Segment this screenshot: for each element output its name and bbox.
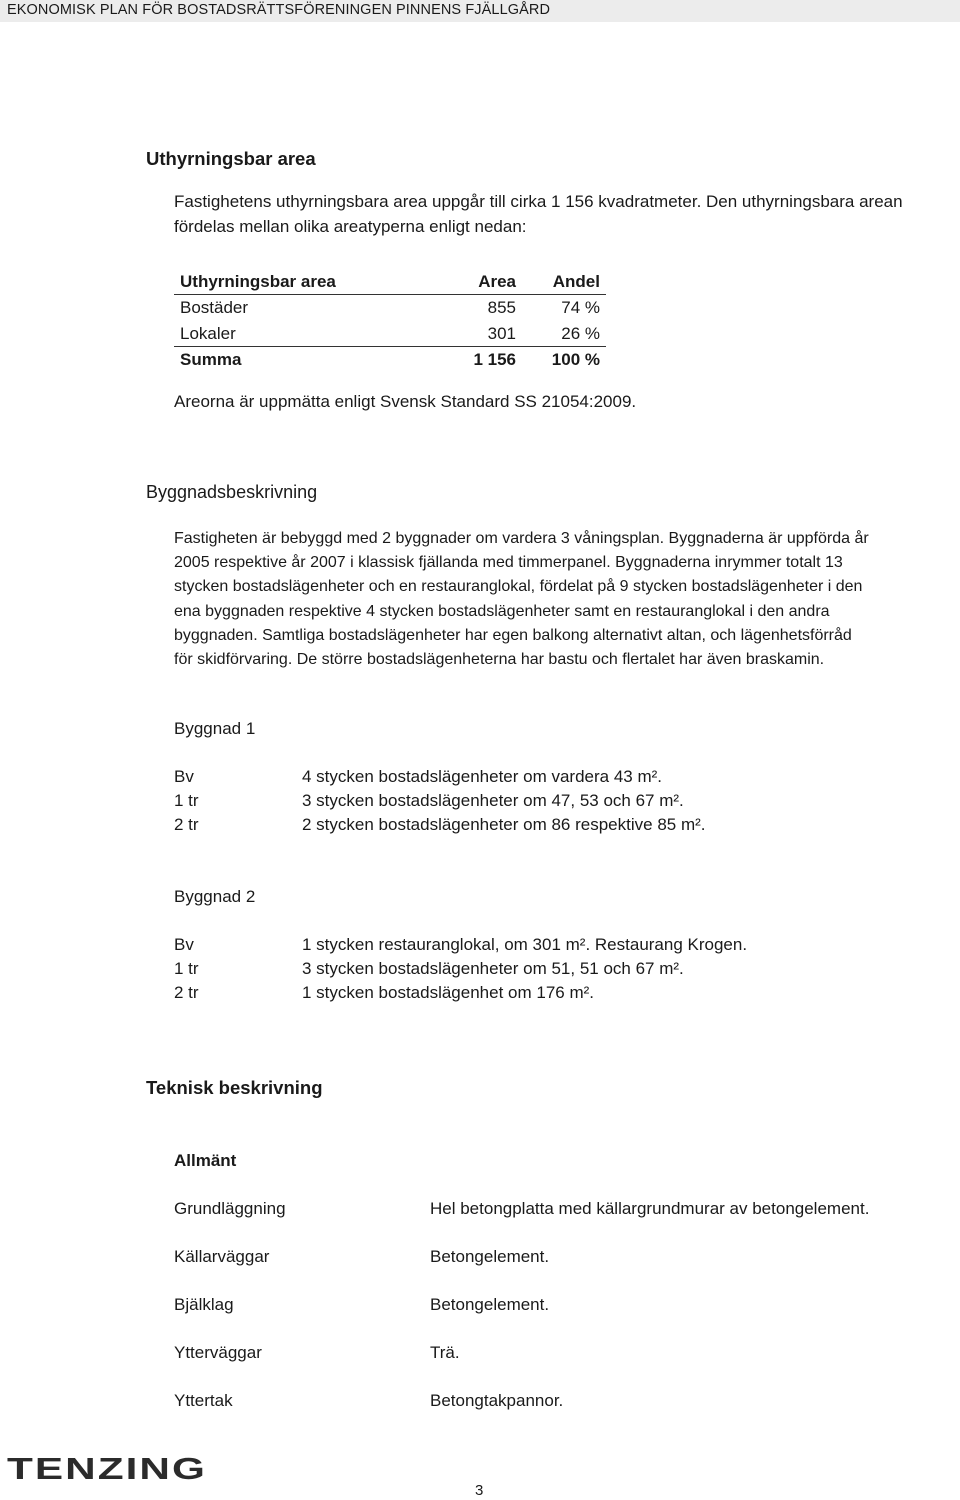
area-table — [174, 270, 606, 374]
intro-line-2: fördelas mellan olika areatyperna enligt nedan: — [174, 217, 527, 236]
floor-description: 3 stycken bostadslägenheter om 47, 53 och 67 m². — [302, 791, 684, 810]
table-header-cell: Andel — [552, 272, 600, 291]
floor-level: 2 tr — [174, 983, 199, 1002]
paragraph-line: stycken bostadslägenheter och en restauranglokal, fördelat på 9 stycken bostadslägenheter i den — [174, 578, 863, 596]
paragraph-line: Fastigheten är bebyggd med 2 byggnader om vardera 3 våningsplan. Byggnaderna är uppförda år — [174, 530, 869, 547]
table-total-cell: Summa — [180, 350, 242, 369]
document-title: EKONOMISK PLAN FÖR BOSTADSRÄTTSFÖRENINGEN PINNENS FJÄLLGÅRD — [7, 2, 551, 18]
table-row — [174, 296, 606, 322]
floor-description: 4 stycken bostadslägenheter om vardera 43 m². — [302, 767, 663, 786]
tech-spec-label: Yttertak — [174, 1391, 233, 1410]
floor-description: 3 stycken bostadslägenheter om 51, 51 och 67 m². — [302, 959, 684, 978]
building-1-title: Byggnad 1 — [174, 719, 256, 738]
intro-line-1: Fastighetens uthyrningsbara area uppgår till cirka 1 156 kvadratmeter. Den uthyrningsbara arean — [174, 192, 903, 211]
tech-spec-label: Bjälklag — [174, 1295, 234, 1314]
subheading-allmant: Allmänt — [174, 1151, 237, 1170]
section-heading-teknisk-beskrivning: Teknisk beskrivning — [146, 1077, 323, 1098]
tech-spec-label: Källarväggar — [174, 1247, 270, 1266]
tech-spec-value: Betongtakpannor. — [430, 1391, 564, 1410]
paragraph-line: 2005 respektive år 2007 i klassisk fjällanda med timmerpanel. Byggnaderna inrymmer totalt 13 — [174, 554, 843, 572]
tech-spec-value: Trä. — [430, 1343, 460, 1362]
floor-description: 1 stycken restauranglokal, om 301 m². Restaurang Krogen. — [302, 935, 748, 954]
page-header — [0, 0, 960, 22]
section-heading-uthyrningsbar-area: Uthyrningsbar area — [146, 148, 316, 169]
floor-level: 2 tr — [174, 815, 199, 834]
floor-description: 2 stycken bostadslägenheter om 86 respektive 85 m². — [302, 815, 706, 834]
paragraph-line: byggnaden. Samtliga bostadslägenheter har egen balkong alternativt altan, och lägenhetsförråd — [174, 626, 852, 644]
floor-level: 1 tr — [174, 959, 199, 978]
table-total-cell: 1 156 — [473, 350, 516, 369]
table-cell: Lokaler — [180, 324, 236, 343]
table-total-cell: 100 % — [551, 350, 600, 369]
tenzing-logo-mark — [7, 1452, 212, 1484]
tenzing-logo — [7, 1452, 212, 1489]
section-heading-byggnadsbeskrivning: Byggnadsbeskrivning — [146, 482, 318, 502]
floor-level: Bv — [174, 767, 194, 786]
table-header-row — [174, 270, 606, 296]
floor-description: 1 stycken bostadslägenhet om 176 m². — [302, 983, 594, 1002]
table-cell: Bostäder — [180, 298, 249, 317]
table-cell: 74 % — [561, 298, 600, 317]
area-standard-note: Areorna är uppmätta enligt Svensk Standard SS 21054:2009. — [174, 392, 637, 411]
table-cell: 26 % — [561, 324, 600, 343]
table-total-row — [174, 348, 606, 374]
paragraph-line: ena byggnaden respektive 4 stycken bostadslägenheter samt en restauranglokal i den andra — [174, 602, 830, 620]
table-row — [174, 322, 606, 348]
tech-spec-value: Betongelement. — [430, 1295, 550, 1314]
table-cell: 301 — [487, 324, 516, 343]
floor-level: Bv — [174, 935, 194, 954]
table-cell: 855 — [487, 298, 516, 317]
tech-spec-value: Hel betongplatta med källargrundmurar av betongelement. — [430, 1199, 870, 1218]
page-number: 3 — [475, 1482, 484, 1499]
table-header-cell: Uthyrningsbar area — [180, 272, 336, 291]
paragraph-line: för skidförvaring. De större bostadslägenheterna har bastu och flertalet har även braskamin. — [174, 651, 825, 669]
table-header-cell: Area — [478, 272, 516, 291]
tech-spec-value: Betongelement. — [430, 1247, 550, 1266]
tech-spec-label: Ytterväggar — [174, 1343, 262, 1362]
floor-level: 1 tr — [174, 791, 199, 810]
svg-text:TENZING: TENZING — [7, 1452, 207, 1484]
building-description — [174, 527, 954, 672]
tech-spec-label: Grundläggning — [174, 1199, 286, 1218]
building-2-title: Byggnad 2 — [174, 887, 256, 906]
